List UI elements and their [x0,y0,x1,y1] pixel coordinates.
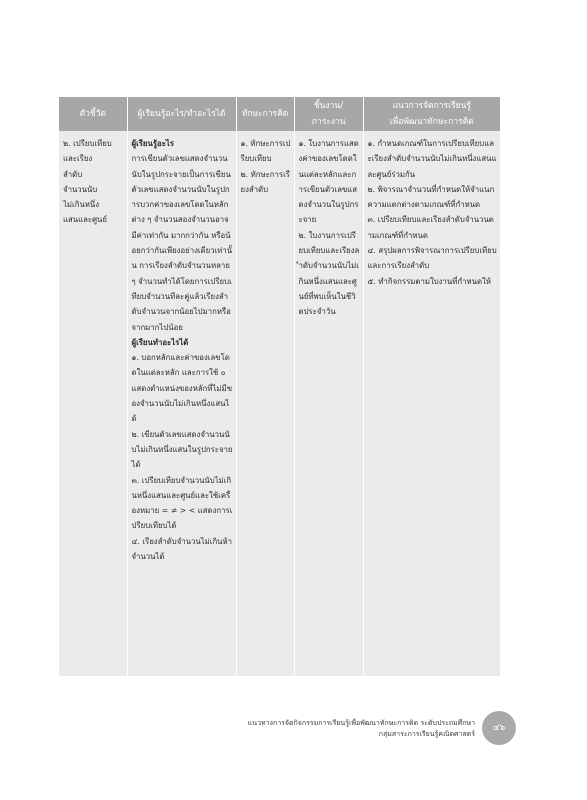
learning-cell [127,131,236,676]
do-item: ๔. เรียงลำดับจำนวนไม่เกินห้าจำนวนได้ [131,536,233,562]
learn-text: การเขียนตัวเลขแสดงจำนวนนับในรูปกระจายเป็นการเขียนตัวเลขแสดงจำนวนนับในรูปการบวกค่าของเลขโดดในหลักต่าง ๆ จำนวนสองจำนวนอาจมีค่าเท่ากัน มากกว่ากัน หรือน้อยกว่ากันเพียงอย่างเดียวเท่านั้น การเรียงลำดับจำนวนหลายๆ จำนวนทำได้โดยการเปรียบเทียบจำนวนทีละคู่แล้วเรียงลำดับจำนวนจากน้อยไปมากหรือจากมากไปน้อย [131,154,233,332]
approach-cell: ๑. กำหนดเกณฑ์ในการเปรียบเทียบและเรียงลำดับจำนวนนับไม่เกินหนึ่งแสนและศูนย์ร่วมกัน ๒. พิจารณาจำนวนที่กำหนดให้จำแนกความแตกต่างตามเกณฑ์ที่กำหนด ๓. เปรียบเทียบและเรียงลำดับจำนวนตามเกณฑ์ที่กำหนด ๔. สรุปผลการพิจารณาการเปรียบเทียบและการเรียงลำดับ ๕. ทำกิจกรรมตามใบงานที่กำหนดให้ [363,131,500,676]
table-header-row [59,97,500,131]
header-tasks: ชิ้นงาน/ ภาระงาน [294,97,363,131]
do-item: ๒. เขียนตัวเลขแสดงจำนวนนับไม่เกินหนึ่งแสนในรูปกระจายได้ [131,429,233,470]
indicator-cell: ๒. เปรียบเทียบ และเรียง ลำดับ จำนวนนับ ไม่เกินหนึ่ง แสนและศูนย์ [59,131,127,676]
page-footer [248,718,475,740]
header-indicator: ตัวชี้วัด [59,97,127,131]
table-row [59,131,500,676]
curriculum-table [59,97,500,676]
skills-cell: ๑. ทักษะการเปรียบเทียบ ๒. ทักษะการเรียงลำดับ [236,131,294,676]
do-item: ๑. บอกหลักและค่าของเลขโดดในแต่ละหลัก และการใช้ ๐ แสดงตำแหน่งของหลักที่ไม่มีของจำนวนนับไม่เกินหนึ่งแสนได้ [131,353,233,424]
footer-book-title: แนวทางการจัดกิจกรรมการเรียนรู้เพื่อพัฒนาทักษะการคิด ระดับประถมศึกษา [247,719,475,727]
do-heading: ผู้เรียนทำอะไรได้ [131,337,189,347]
header-thinking-skill: ทักษะการคิด [236,97,294,131]
do-item: ๓. เปรียบเทียบจำนวนนับไม่เกินหนึ่งแสนและศูนย์และใช้เครื่องหมาย = ≠ > < แสดงการเปรียบเทียบได้ [131,475,233,531]
tasks-cell: ๑. ใบงานการแสดงค่าของเลขโดดในแต่ละหลักและการเขียนตัวเลขแสดงจำนวนในรูปกระจาย ๒. ใบงานการเปรียบเทียบและเรียงลำดับจำนวนนับไม่เกินหนึ่งแสนและศูนย์ที่พบเห็นในชีวิตประจำวัน [294,131,363,676]
header-approach: แนวการจัดการเรียนรู้ เพื่อพัฒนาทักษะการคิด [363,97,500,131]
footer-subject: กลุ่มสาระการเรียนรู้คณิตศาสตร์ [378,730,475,738]
header-learning: ผู้เรียนรู้อะไร/ทำอะไรได้ [127,97,236,131]
learn-heading: ผู้เรียนรู้อะไร [131,139,174,148]
page-number-badge: ๔๖ [482,711,516,745]
